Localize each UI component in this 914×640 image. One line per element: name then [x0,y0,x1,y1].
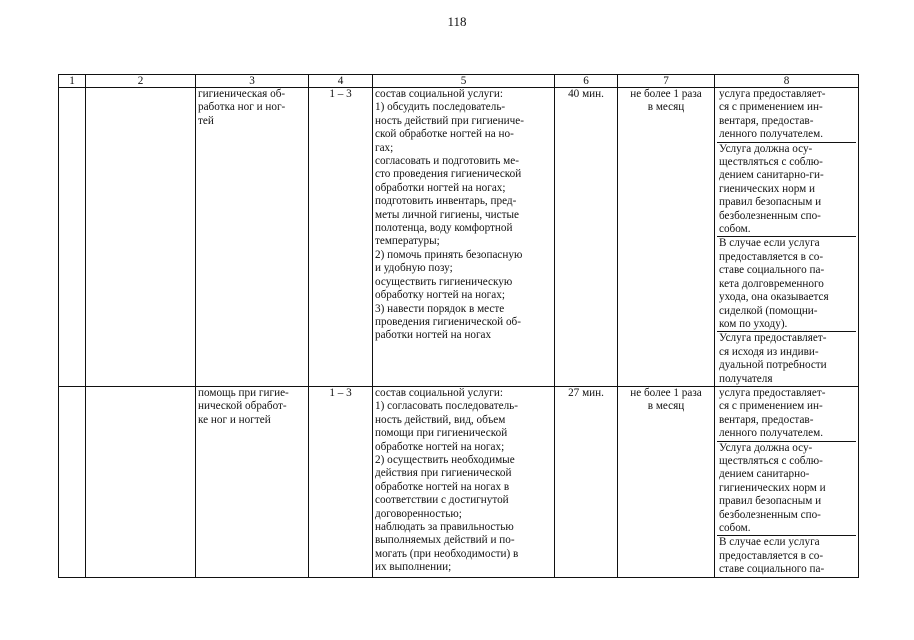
conditions-block [717,142,856,237]
text-line: состав социальной услуги: [375,88,503,100]
header-col-7: 7 [618,75,715,88]
text-line: безболезненным спо- [719,209,821,222]
cell-duration: 40 мин. [555,88,618,387]
header-col-4: 4 [309,75,373,88]
text-line: гигиеническая об- [198,88,286,100]
text-line: их выполнении; [375,561,452,574]
text-line: выполняемых действий и по- [375,534,515,547]
text-line: проведения гигиенической об- [375,315,521,328]
text-line: меты личной гигиены, чистые [375,208,519,221]
text-line: 3) навести порядок в месте [375,302,505,315]
header-col-6: 6 [555,75,618,88]
text-line: подготовить инвентарь, пред- [375,195,517,208]
text-line: услуга предоставляет- [719,88,826,100]
cell-category [86,386,196,577]
text-line: 2) осуществить необходимые [375,453,515,466]
text-line: предоставляется в со- [719,250,824,263]
text-line: и удобную позу; [375,262,453,275]
text-line: согласовать и подготовить ме- [375,155,519,168]
text-line: состав социальной услуги: [375,386,503,399]
text-line: Услуга предоставляет- [719,332,827,345]
cell-conditions [715,88,859,387]
text-line: нической обработ- [198,400,287,413]
cell-number [59,88,86,387]
header-row [59,75,859,88]
text-line: сто проведения гигиенической [375,168,522,181]
text-line: ся с применением ин- [719,400,823,413]
text-line: сиделкой (помощни- [719,304,818,317]
text-line: действия при гигиенической [375,467,512,480]
text-line: вентаря, предостав- [719,413,814,426]
cell-frequency [618,386,715,577]
cell-service-content [373,88,555,387]
cell-count: 1 – 3 [309,88,373,387]
text-line: В случае если услуга [719,536,820,549]
text-line: Услуга должна осу- [719,142,813,155]
cell-service-content [373,386,555,577]
table-row [59,386,859,577]
cell-category [86,88,196,387]
services-table [58,74,859,578]
text-line: вентаря, предостав- [719,114,814,127]
text-line: ществляться с соблю- [719,156,823,169]
text-line: дением санитарно-ги- [719,169,824,182]
text-line: ком по уходу). [719,317,788,330]
text-line: соответствии с достигнутой [375,494,509,507]
text-line: не более 1 раза [630,88,702,100]
cell-number [59,386,86,577]
text-line: ленного получателем. [719,427,824,440]
text-line: 1) согласовать последователь- [375,400,518,413]
text-line: собом. [719,522,751,534]
text-line: безболезненным спо- [719,508,821,521]
conditions-block [717,236,856,331]
text-line: температуры; [375,235,440,248]
text-line: ность действий при гигиениче- [375,114,524,127]
text-line: помощь при гигие- [198,386,289,399]
text-line: Услуга должна осу- [719,441,813,454]
text-line: обработки ногтей на ногах; [375,181,506,194]
cell-service-name [196,88,309,387]
text-line: кета долговременного [719,277,824,290]
text-line: дением санитарно- [719,468,810,481]
page-number: 118 [447,14,467,29]
text-line: ся исходя из индиви- [719,345,819,358]
text-line: гиенических норм и [719,182,816,195]
header-col-3: 3 [196,75,309,88]
conditions-block [717,88,856,142]
text-line: обработку ногтей на ногах; [375,289,505,302]
header-col-8: 8 [715,75,859,88]
text-line: гигиенических норм и [719,481,826,494]
text-line: договоренностью; [375,507,462,520]
text-line: ке ног и ногтей [198,413,271,426]
text-line: в месяц [647,400,685,413]
conditions-block [717,331,856,386]
header-col-2: 2 [86,75,196,88]
text-line: ставе социального па- [719,264,825,277]
text-line: ухода, она оказывается [719,291,829,304]
cell-conditions [715,386,859,577]
text-line: гах; [375,141,394,154]
text-line: не более 1 раза [630,386,702,399]
text-line: услуга предоставляет- [719,386,826,399]
text-line: собом. [719,223,751,236]
table-row [59,88,859,387]
conditions-block [717,387,856,441]
text-line: ставе социального па- [719,563,825,576]
text-line: правил безопасным и [719,495,822,508]
text-line: ность действий, вид, объем [375,413,506,426]
cell-service-name [196,386,309,577]
cell-frequency [618,88,715,387]
text-line: полотенца, воду комфортной [375,222,513,235]
text-line: в месяц [647,101,685,114]
text-line: наблюдать за правильностью [375,521,514,533]
header-col-1: 1 [59,75,86,88]
conditions-block [717,441,856,536]
text-line: ществляться с соблю- [719,454,823,467]
text-line: правил безопасным и [719,196,822,209]
text-line: помощи при гигиенической [375,427,508,440]
text-line: работка ног и ног- [198,101,286,114]
text-line: обработке ногтей на ногах; [375,440,505,453]
text-line: осуществить гигиеническую [375,275,513,288]
text-line: ся с применением ин- [719,101,823,114]
text-line: В случае если услуга [719,237,820,250]
text-line: работки ногтей на ногах [375,329,492,342]
text-line: дуальной потребности [719,359,827,372]
text-line: 2) помочь принять безопасную [375,248,523,261]
text-line: получателя [719,372,773,385]
text-line: предоставляется в со- [719,549,824,562]
text-line: обработке ногтей на ногах в [375,480,510,493]
header-col-5: 5 [373,75,555,88]
text-line: 1) обсудить последователь- [375,101,506,114]
text-line: ской обработке ногтей на но- [375,128,514,141]
cell-duration: 27 мин. [555,386,618,577]
cell-count: 1 – 3 [309,386,373,577]
text-line: тей [198,114,214,127]
text-line: ленного получателем. [719,128,824,141]
text-line: могать (при необходимости) в [375,547,519,560]
conditions-block [717,535,856,576]
